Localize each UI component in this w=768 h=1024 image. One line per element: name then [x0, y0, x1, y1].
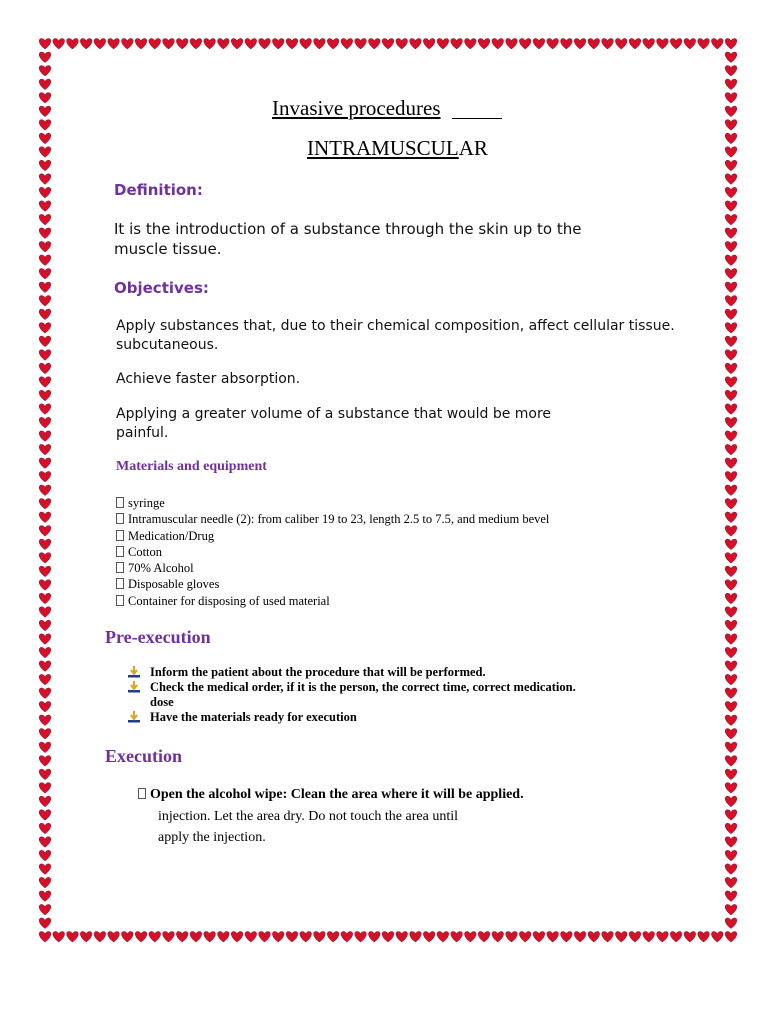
heart-border-icon: [341, 39, 353, 50]
heart-border-icon: [725, 66, 737, 77]
heart-border-icon: [492, 39, 504, 50]
heart-border-icon: [725, 891, 737, 902]
heart-border-icon: [39, 796, 51, 807]
heart-border-icon: [725, 79, 737, 90]
heart-border-icon: [39, 201, 51, 212]
heart-border-icon: [725, 444, 737, 455]
page-subtitle: [307, 136, 488, 161]
heart-border-icon: [725, 526, 737, 537]
heart-border-icon: [286, 39, 298, 50]
heart-border-icon: [39, 837, 51, 848]
heart-border-icon: [39, 120, 51, 131]
heart-border-icon: [547, 932, 559, 943]
heart-border-icon: [39, 580, 51, 591]
heart-border-icon: [396, 39, 408, 50]
heart-border-icon: [615, 932, 627, 943]
heart-border-icon: [423, 932, 435, 943]
title-underline-extension: [452, 118, 502, 119]
heart-border-icon: [39, 52, 51, 63]
list-item: Cotton: [116, 544, 549, 560]
heart-border-icon: [39, 350, 51, 361]
heart-border-icon: [80, 39, 92, 50]
arrow-bullet-icon: [128, 711, 140, 723]
heart-border-icon: [725, 52, 737, 63]
heart-border-icon: [300, 39, 312, 50]
heart-border-icon: [231, 932, 243, 943]
heart-border-icon: [478, 932, 490, 943]
heart-border-icon: [39, 296, 51, 307]
heart-border-icon: [355, 932, 367, 943]
heart-border-icon: [725, 810, 737, 821]
heart-border-icon: [410, 932, 422, 943]
heart-border-icon: [684, 39, 696, 50]
heart-border-icon: [725, 796, 737, 807]
heart-border-icon: [39, 147, 51, 158]
list-item: Disposable gloves: [116, 576, 549, 592]
heart-border-icon: [39, 228, 51, 239]
heart-border-icon: [39, 187, 51, 198]
heart-border-icon: [245, 39, 257, 50]
checkbox-icon: [116, 562, 124, 573]
heart-border-icon: [39, 377, 51, 388]
heart-border-icon: [725, 823, 737, 834]
heart-border-icon: [272, 39, 284, 50]
checkbox-icon: [116, 578, 124, 589]
list-item: 70% Alcohol: [116, 560, 549, 576]
heart-border-icon: [725, 485, 737, 496]
heart-border-icon: [163, 932, 175, 943]
heart-border-icon: [190, 39, 202, 50]
heart-border-icon: [67, 39, 79, 50]
heart-border-icon: [39, 891, 51, 902]
checkbox-icon: [116, 595, 124, 606]
heart-border-icon: [39, 526, 51, 537]
objective-3-line-1: Applying a greater volume of a substance that would be more: [116, 406, 552, 422]
heart-border-icon: [176, 39, 188, 50]
heart-border-icon: [711, 39, 723, 50]
heart-border-icon: [410, 39, 422, 50]
heart-border-icon: [39, 458, 51, 469]
heart-border-icon: [725, 512, 737, 523]
heart-border-icon: [533, 932, 545, 943]
heart-border-icon: [39, 701, 51, 712]
heart-border-icon: [39, 674, 51, 685]
heart-border-icon: [725, 499, 737, 510]
heart-border-icon: [135, 39, 147, 50]
heart-border-icon: [657, 932, 669, 943]
arrow-bullet-icon: [128, 681, 140, 693]
heart-border-icon: [314, 39, 326, 50]
heart-border-icon: [725, 350, 737, 361]
heart-border-icon: [39, 729, 51, 740]
heart-border-icon: [190, 932, 202, 943]
heart-border-icon: [711, 932, 723, 943]
heart-border-icon: [39, 647, 51, 658]
heart-border-icon: [725, 120, 737, 131]
heart-border-icon: [725, 918, 737, 929]
heart-border-icon: [451, 39, 463, 50]
heart-border-icon: [39, 39, 51, 50]
heart-border-icon: [725, 106, 737, 117]
heart-border-icon: [39, 661, 51, 672]
heart-border-icon: [725, 580, 737, 591]
heart-border-icon: [39, 214, 51, 225]
heart-border-icon: [39, 918, 51, 929]
heart-border-icon: [39, 485, 51, 496]
heart-border-icon: [39, 363, 51, 374]
heart-border-icon: [39, 66, 51, 77]
heart-border-icon: [602, 39, 614, 50]
heart-border-icon: [122, 932, 134, 943]
heart-border-icon: [39, 499, 51, 510]
list-item: Check the medical order, if it is the person, the correct time, correct medication. dose: [128, 680, 688, 710]
heart-border-icon: [122, 39, 134, 50]
heart-border-icon: [725, 661, 737, 672]
heart-border-icon: [39, 241, 51, 252]
heart-border-icon: [39, 309, 51, 320]
heart-border-icon: [725, 390, 737, 401]
pre-execution-heading: Pre-execution: [105, 627, 211, 647]
heart-border-icon: [725, 160, 737, 171]
heart-border-icon: [615, 39, 627, 50]
heart-border-icon: [725, 377, 737, 388]
heart-border-icon: [725, 431, 737, 442]
heart-border-icon: [108, 39, 120, 50]
heart-border-icon: [39, 850, 51, 861]
heart-border-icon: [396, 932, 408, 943]
execution-step-1-line-3: apply the injection.: [158, 830, 266, 845]
heart-border-icon: [39, 512, 51, 523]
heart-border-icon: [204, 932, 216, 943]
heart-border-icon: [725, 471, 737, 482]
definition-line-1: It is the introduction of a substance through the skin up to the: [114, 220, 582, 238]
heart-border-icon: [643, 932, 655, 943]
heart-border-icon: [39, 566, 51, 577]
heart-border-icon: [465, 932, 477, 943]
heart-border-icon: [39, 106, 51, 117]
objective-2: Achieve faster absorption.: [116, 371, 301, 387]
heart-border-icon: [39, 769, 51, 780]
heart-border-icon: [533, 39, 545, 50]
heart-border-icon: [94, 932, 106, 943]
heart-border-icon: [39, 688, 51, 699]
materials-list: [116, 495, 549, 609]
heart-border-icon: [629, 932, 641, 943]
heart-border-icon: [218, 39, 230, 50]
objectives-heading: Objectives:: [114, 279, 209, 297]
heart-border-icon: [725, 39, 737, 50]
list-item: Intramuscular needle (2): from caliber 19 to 23, length 2.5 to 7.5, and medium bevel: [116, 511, 549, 527]
pre-execution-list: [128, 665, 688, 725]
heart-border-icon: [725, 607, 737, 618]
heart-border-icon: [39, 174, 51, 185]
heart-border-icon: [478, 39, 490, 50]
heart-border-icon: [725, 93, 737, 104]
heart-border-icon: [725, 201, 737, 212]
heart-border-icon: [39, 904, 51, 915]
heart-border-icon: [725, 701, 737, 712]
heart-border-icon: [684, 932, 696, 943]
heart-border-icon: [561, 932, 573, 943]
heart-border-icon: [725, 932, 737, 943]
heart-border-icon: [574, 932, 586, 943]
heart-border-icon: [53, 932, 65, 943]
heart-border-icon: [725, 593, 737, 604]
subtitle-underlined-part: INTRAMUSCUL: [307, 136, 459, 160]
heart-border-icon: [80, 932, 92, 943]
heart-border-icon: [39, 444, 51, 455]
heart-border-icon: [39, 323, 51, 334]
checkbox-icon: [116, 497, 124, 508]
materials-heading: Materials and equipment: [116, 459, 267, 474]
heart-border-icon: [327, 39, 339, 50]
heart-border-icon: [231, 39, 243, 50]
heart-border-icon: [423, 39, 435, 50]
checkbox-icon: [116, 546, 124, 557]
heart-border-icon: [725, 309, 737, 320]
heart-border-icon: [94, 39, 106, 50]
heart-border-icon: [725, 241, 737, 252]
heart-border-icon: [341, 932, 353, 943]
heart-border-icon: [725, 864, 737, 875]
heart-border-icon: [39, 417, 51, 428]
heart-border-icon: [39, 607, 51, 618]
heart-border-icon: [176, 932, 188, 943]
heart-border-icon: [39, 877, 51, 888]
heart-border-icon: [259, 932, 271, 943]
heart-border-icon: [725, 566, 737, 577]
heart-border-icon: [39, 539, 51, 550]
heart-border-icon: [574, 39, 586, 50]
heart-border-icon: [39, 553, 51, 564]
definition-text: [114, 219, 582, 259]
heart-border-icon: [657, 39, 669, 50]
subtitle-rest: AR: [458, 136, 488, 160]
heart-border-icon: [39, 756, 51, 767]
heart-border-icon: [588, 932, 600, 943]
definition-line-2: muscle tissue.: [114, 240, 222, 258]
heart-border-icon: [39, 79, 51, 90]
heart-border-icon: [355, 39, 367, 50]
heart-border-icon: [602, 932, 614, 943]
execution-heading: Execution: [105, 746, 183, 766]
objective-1-line-1: Apply substances that, due to their chemical composition, affect cellular tissue.: [116, 318, 675, 334]
heart-border-icon: [725, 837, 737, 848]
heart-border-icon: [725, 214, 737, 225]
heart-border-icon: [725, 553, 737, 564]
heart-border-icon: [39, 431, 51, 442]
heart-border-icon: [725, 187, 737, 198]
heart-border-icon: [725, 715, 737, 726]
heart-border-icon: [368, 932, 380, 943]
heart-border-icon: [108, 932, 120, 943]
execution-step-1-line-2: injection. Let the area dry. Do not touch the area until: [158, 809, 458, 824]
heart-border-icon: [725, 756, 737, 767]
heart-border-icon: [314, 932, 326, 943]
heart-border-icon: [725, 133, 737, 144]
heart-border-icon: [698, 932, 710, 943]
heart-border-icon: [382, 39, 394, 50]
heart-border-icon: [39, 160, 51, 171]
heart-border-icon: [272, 932, 284, 943]
heart-border-icon: [382, 932, 394, 943]
heart-border-icon: [547, 39, 559, 50]
heart-border-icon: [506, 932, 518, 943]
heart-border-icon: [437, 932, 449, 943]
heart-border-icon: [698, 39, 710, 50]
heart-border-icon: [725, 850, 737, 861]
heart-border-icon: [465, 39, 477, 50]
heart-border-icon: [725, 269, 737, 280]
heart-border-icon: [725, 404, 737, 415]
objective-3: [116, 405, 551, 443]
heart-border-icon: [725, 783, 737, 794]
heart-border-icon: [39, 864, 51, 875]
heart-border-icon: [286, 932, 298, 943]
list-item: Have the materials ready for execution: [128, 710, 688, 725]
arrow-bullet-icon: [128, 666, 140, 678]
heart-border-icon: [506, 39, 518, 50]
heart-border-icon: [725, 647, 737, 658]
heart-border-icon: [725, 688, 737, 699]
heart-border-icon: [725, 282, 737, 293]
heart-border-icon: [588, 39, 600, 50]
heart-border-icon: [39, 620, 51, 631]
execution-step-1-detail: [158, 806, 458, 848]
heart-border-icon: [218, 932, 230, 943]
heart-border-icon: [451, 932, 463, 943]
heart-border-icon: [39, 471, 51, 482]
heart-border-icon: [39, 269, 51, 280]
heart-border-icon: [519, 932, 531, 943]
heart-border-icon: [725, 904, 737, 915]
execution-step-1: Open the alcohol wipe: Clean the area where it will be applied.: [138, 787, 524, 803]
heart-border-icon: [725, 228, 737, 239]
heart-border-icon: [725, 417, 737, 428]
heart-border-icon: [437, 39, 449, 50]
heart-border-icon: [725, 742, 737, 753]
page-title: Invasive procedures: [272, 96, 441, 120]
objective-1: [116, 317, 675, 355]
heart-border-icon: [725, 674, 737, 685]
heart-border-icon: [39, 823, 51, 834]
heart-border-icon: [135, 932, 147, 943]
heart-border-icon: [39, 810, 51, 821]
heart-border-icon: [492, 932, 504, 943]
heart-border-icon: [725, 729, 737, 740]
heart-border-icon: [327, 932, 339, 943]
list-item: Medication/Drug: [116, 528, 549, 544]
heart-border-icon: [149, 932, 161, 943]
heart-border-icon: [368, 39, 380, 50]
heart-border-icon: [259, 39, 271, 50]
heart-border-icon: [725, 174, 737, 185]
list-item: Inform the patient about the procedure that will be performed.: [128, 665, 688, 680]
heart-border-icon: [39, 282, 51, 293]
heart-border-icon: [149, 39, 161, 50]
heart-border-icon: [725, 458, 737, 469]
heart-border-icon: [725, 147, 737, 158]
checkbox-icon: [116, 513, 124, 524]
heart-border-icon: [245, 932, 257, 943]
heart-border-icon: [204, 39, 216, 50]
objective-3-line-2: painful.: [116, 425, 169, 441]
checkbox-icon: [116, 530, 124, 541]
heart-border-icon: [39, 634, 51, 645]
heart-border-icon: [725, 539, 737, 550]
heart-border-icon: [725, 769, 737, 780]
heart-border-icon: [163, 39, 175, 50]
heart-border-icon: [39, 390, 51, 401]
heart-border-icon: [670, 39, 682, 50]
heart-border-icon: [39, 93, 51, 104]
heart-border-icon: [725, 877, 737, 888]
heart-border-icon: [561, 39, 573, 50]
heart-border-icon: [643, 39, 655, 50]
heart-border-icon: [725, 255, 737, 266]
list-item: Container for disposing of used material: [116, 593, 549, 609]
heart-border-icon: [725, 323, 737, 334]
heart-border-icon: [39, 932, 51, 943]
heart-border-icon: [725, 296, 737, 307]
heart-border-icon: [300, 932, 312, 943]
heart-border-icon: [670, 932, 682, 943]
heart-border-icon: [39, 133, 51, 144]
definition-heading: Definition:: [114, 181, 203, 199]
heart-border-icon: [39, 783, 51, 794]
heart-border-icon: [725, 363, 737, 374]
heart-border-icon: [629, 39, 641, 50]
heart-border-icon: [39, 336, 51, 347]
heart-border-icon: [39, 742, 51, 753]
checkbox-icon: [138, 788, 146, 799]
heart-border-icon: [53, 39, 65, 50]
heart-border-icon: [39, 404, 51, 415]
objective-1-line-2: subcutaneous.: [116, 337, 219, 353]
heart-border-icon: [725, 620, 737, 631]
heart-border-icon: [39, 715, 51, 726]
heart-border-icon: [725, 336, 737, 347]
heart-border-icon: [67, 932, 79, 943]
heart-border-icon: [519, 39, 531, 50]
heart-border-icon: [39, 255, 51, 266]
list-item: syringe: [116, 495, 549, 511]
heart-border-icon: [39, 593, 51, 604]
heart-border-icon: [725, 634, 737, 645]
